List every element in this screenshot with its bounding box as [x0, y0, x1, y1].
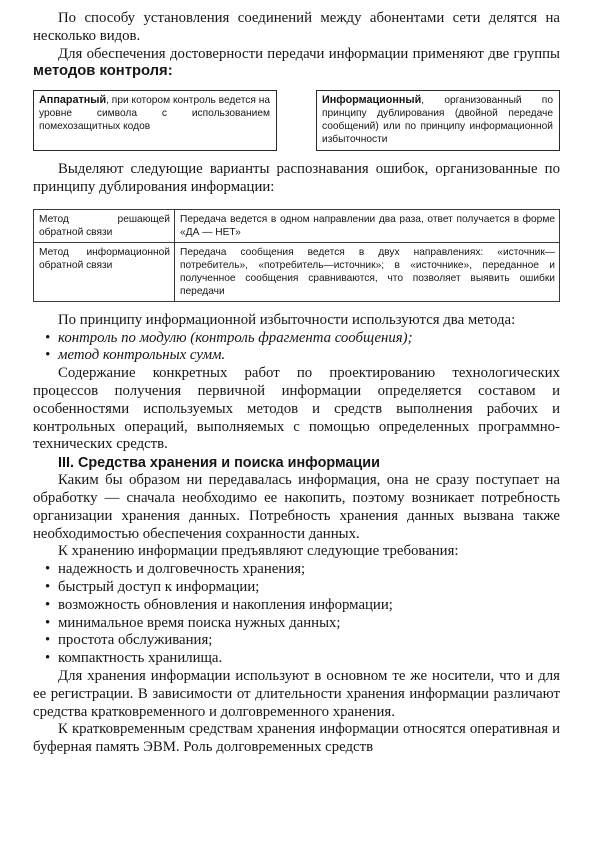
table-row	[34, 209, 560, 242]
information-control-desc: , организованный по принципу дублирования (двойной передаче сообщений) или по принципу информационной избыточности	[322, 95, 553, 146]
list-item-text: контроль по модулю (контроль фрагмента сообщения);	[58, 329, 413, 346]
storage-media-paragraph: Для хранения информации используют в основном те же носители, что и для ее регистрации. В зависимости от длительности хранения информации различают средства кратковременного и долговременного хранения.	[33, 667, 560, 720]
section-heading: III. Средства хранения и поиска информации	[58, 455, 380, 472]
bullet-icon: •	[45, 650, 51, 667]
redundancy-paragraph: По принципу информационной избыточности используются два метода:	[58, 311, 516, 328]
control-methods-term: методов контроля:	[33, 63, 173, 80]
list-item	[33, 347, 560, 365]
bullet-icon: •	[45, 329, 51, 346]
bullet-icon: •	[45, 632, 51, 649]
intro-paragraph-2-text: Для обеспечения достоверности передачи информации применяют две группы	[58, 45, 560, 62]
table-row	[34, 242, 560, 301]
list-item-text: компактность хранилища.	[58, 650, 223, 667]
hardware-control-box	[33, 90, 277, 151]
hardware-control-term: Аппаратный	[39, 94, 107, 107]
information-control-box	[316, 90, 560, 151]
list-item	[33, 650, 560, 668]
list-item-text: минимальное время поиска нужных данных;	[58, 614, 341, 631]
work-content-paragraph: Содержание конкретных работ по проектированию технологических процессов получения первичной информации определяется составом и особенностями используемых методов и средств выполнения рабочих и контрольных операций, выполняемых с помощью определенных программно-технических средств.	[33, 365, 560, 453]
page	[33, 10, 560, 757]
method-desc-cell: Передача сообщения ведется в двух направлениях: «источник—потребитель», «потребитель—источник»; в «источнике», переданное и полученное сообщения сравниваются, что позволяет выявить ошибки передачи	[175, 242, 560, 301]
storage-need-paragraph: Каким бы образом ни передавалась информация, она не сразу поступает на обработку — сначала необходимо ее накопить, поэтому возникает потребность организации хранения данных. Потребность хранения данных вызвана также необходимостью обеспечения сохранности данных.	[33, 472, 560, 542]
requirements-list	[33, 561, 560, 668]
list-item	[33, 561, 560, 579]
method-name-cell: Метод решающей обратной связи	[34, 209, 175, 242]
list-item-text: простота обслуживания;	[58, 632, 213, 649]
intro-paragraph-1: По способу установления соединений между абонентами сети делятся на несколько видов.	[33, 10, 560, 44]
control-methods-boxes	[33, 90, 560, 151]
list-item-text: метод контрольных сумм.	[58, 347, 226, 364]
list-item	[33, 330, 560, 348]
hardware-control-desc: , при котором контроль ведется на уровне символа с использованием помехозащитных кодов	[39, 95, 270, 133]
bullet-icon: •	[45, 578, 51, 595]
list-item	[33, 597, 560, 615]
list-item	[33, 579, 560, 597]
intro-paragraph-2	[33, 46, 560, 82]
list-item-text: возможность обновления и накопления информации;	[58, 596, 393, 613]
bullet-icon: •	[45, 347, 51, 364]
requirements-intro: К хранению информации предъявляют следующие требования:	[58, 543, 459, 560]
bullet-icon: •	[45, 614, 51, 631]
list-item-text: надежность и долговечность хранения;	[58, 561, 306, 578]
information-control-term: Информационный	[322, 94, 422, 107]
short-term-storage-paragraph: К кратковременным средствам хранения информации относятся оперативная и буферная память ЭВМ. Роль долговременных средств	[33, 721, 560, 756]
error-detection-paragraph: Выделяют следующие варианты распознавания ошибок, организованные по принципу дублирования информации:	[33, 161, 560, 195]
bullet-icon: •	[45, 596, 51, 613]
duplication-methods-table	[33, 209, 560, 302]
list-item-text: быстрый доступ к информации;	[58, 578, 260, 595]
method-desc-cell: Передача ведется в одном направлении два раза, ответ получается в форме «ДА — НЕТ»	[175, 209, 560, 242]
redundancy-methods-list	[33, 330, 560, 366]
method-name-cell: Метод информационной обратной связи	[34, 242, 175, 301]
list-item	[33, 615, 560, 633]
bullet-icon: •	[45, 561, 51, 578]
list-item	[33, 632, 560, 650]
